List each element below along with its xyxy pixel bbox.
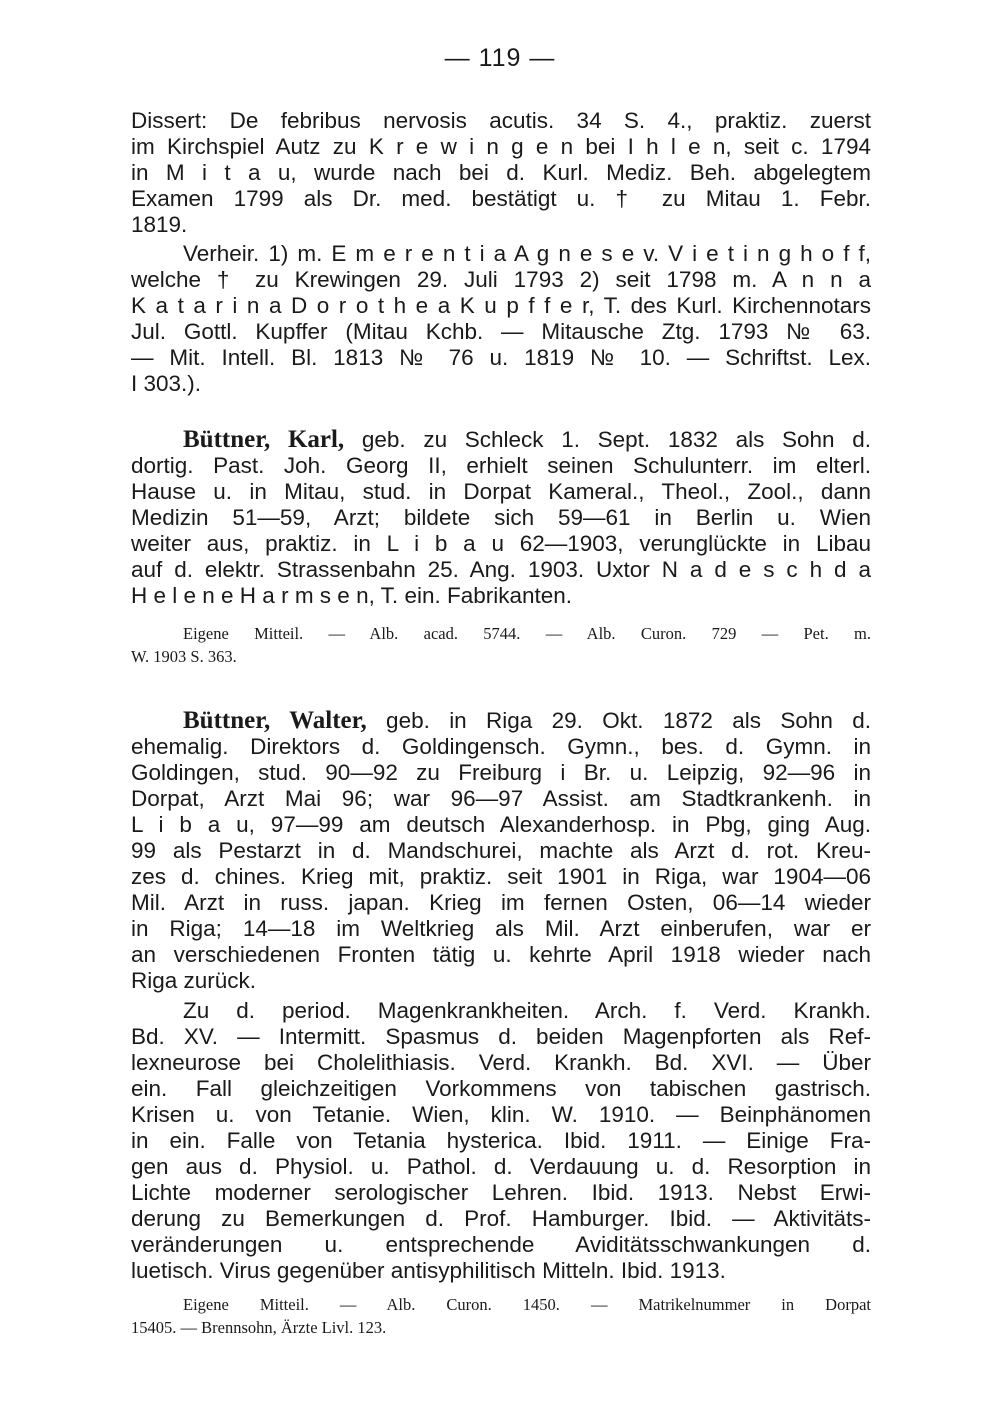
text-line: veränderungen u. entsprechende Aviditätsschwankungen d. — [131, 1232, 871, 1257]
text-line: 99 als Pestarzt in d. Mandschurei, machte als Arzt d. rot. Kreu- — [131, 838, 871, 863]
text-line: Dorpat, Arzt Mai 96; war 96—97 Assist. am Stadtkrankenh. in — [131, 786, 871, 811]
text-line: Jul. Gottl. Kupffer (Mitau Kchb. — Mitausche Ztg. 1793 № 63. — [131, 319, 871, 344]
text-line: Mil. Arzt in russ. japan. Krieg im fernen Osten, 06—14 wieder — [131, 890, 871, 915]
text-line: Lichte moderner serologischer Lehren. Ibid. 1913. Nebst Erwi- — [131, 1180, 871, 1205]
entry-name: Büttner, Walter, — [183, 707, 367, 734]
source-line: Eigene Mitteil. — Alb. Curon. 1450. — Matrikelnummer in Dorpat — [183, 1295, 871, 1314]
text-line: in M i t a u, wurde nach bei d. Kurl. Mediz. Beh. abgelegtem — [131, 160, 871, 185]
marriage-paragraph — [131, 241, 871, 397]
text-line: an verschiedenen Fronten tätig u. kehrte April 1918 wieder nach — [131, 942, 871, 967]
text-line: — Mit. Intell. Bl. 1813 № 76 u. 1819 № 10. — Schriftst. Lex. — [131, 345, 871, 370]
text-line: 1819. — [131, 212, 188, 237]
text-line: L i b a u, 97—99 am deutsch Alexanderhosp. in Pbg, ging Aug. — [131, 812, 871, 837]
text-line: Goldingen, stud. 90—92 zu Freiburg i Br. u. Leipzig, 92—96 in — [131, 760, 871, 785]
text-line: Riga zurück. — [131, 968, 257, 993]
entry-first-line: geb. zu Schleck 1. Sept. 1832 als Sohn d. — [344, 427, 871, 452]
text-line: Krisen u. von Tetanie. Wien, klin. W. 1910. — Beinphänomen — [131, 1102, 871, 1127]
text-line: in ein. Falle von Tetania hysterica. Ibid. 1911. — Einige Fra- — [131, 1128, 871, 1153]
text-line: lexneurose bei Cholelithiasis. Verd. Krankh. Bd. XVI. — Über — [131, 1050, 871, 1075]
text-line: Zu d. period. Magenkrankheiten. Arch. f. Verd. Krankh. — [183, 998, 871, 1023]
text-line: Medizin 51—59, Arzt; bildete sich 59—61 in Berlin u. Wien — [131, 505, 871, 530]
text-line: luetisch. Virus gegenüber antisyphilitisch Mitteln. Ibid. 1913. — [131, 1258, 726, 1283]
text-line: Verheir. 1) m. E m e r e n t i a A g n e s e v. V i e t i n g h o f f, — [183, 241, 871, 266]
page-number: — 119 — — [444, 44, 556, 72]
text-line: gen aus d. Physiol. u. Pathol. d. Verdauung u. d. Resorption in — [131, 1154, 871, 1179]
text-line: auf d. elektr. Strassenbahn 25. Ang. 1903. Uxtor N a d e s c h d a — [131, 557, 871, 582]
text-line: Dissert: De febribus nervosis acutis. 34 S. 4., praktiz. zuerst — [131, 108, 871, 133]
text-line: ein. Fall gleichzeitigen Vorkommens von tabischen gastrisch. — [131, 1076, 871, 1101]
text-line: welche † zu Krewingen 29. Juli 1793 2) seit 1798 m. A n n a — [131, 267, 871, 292]
text-line: I 303.). — [131, 371, 202, 396]
entry-walter-sources — [131, 1293, 871, 1339]
text-line: Hause u. in Mitau, stud. in Dorpat Kameral., Theol., Zool., dann — [131, 479, 871, 504]
entry-first-line: geb. in Riga 29. Okt. 1872 als Sohn d. — [366, 708, 872, 733]
text-line: in Riga; 14—18 im Weltkrieg als Mil. Arzt einberufen, war er — [131, 916, 871, 941]
source-line: 15405. — Brennsohn, Ärzte Livl. 123. — [131, 1318, 387, 1337]
entry-karl-sources — [131, 622, 871, 668]
text-line: Bd. XV. — Intermitt. Spasmus d. beiden Magenpforten als Ref- — [131, 1024, 871, 1049]
entry-buettner-walter — [131, 708, 871, 994]
text-line: Examen 1799 als Dr. med. bestätigt u. † zu Mitau 1. Febr. — [131, 186, 871, 211]
source-line: Eigene Mitteil. — Alb. acad. 5744. — Alb. Curon. 729 — Pet. m. — [183, 624, 871, 643]
text-line: weiter aus, praktiz. in L i b a u 62—1903, verunglückte in Libau — [131, 531, 871, 556]
text-line: im Kirchspiel Autz zu K r e w i n g e n bei I h l e n, seit c. 1794 — [131, 134, 871, 159]
text-line: dortig. Past. Joh. Georg II, erhielt seinen Schulunterr. im elterl. — [131, 453, 871, 478]
text-line: zes d. chines. Krieg mit, praktiz. seit 1901 in Riga, war 1904—06 — [131, 864, 871, 889]
entry-walter-works — [131, 998, 871, 1284]
text-line: K a t a r i n a D o r o t h e a K u p f f e r, T. des Kurl. Kirchennotars — [131, 293, 871, 318]
entry-heading-line — [131, 708, 871, 734]
source-line: W. 1903 S. 363. — [131, 647, 237, 666]
text-line: derung zu Bemerkungen d. Prof. Hamburger. Ibid. — Aktivitäts- — [131, 1206, 871, 1231]
entry-name: Büttner, Karl, — [183, 426, 345, 453]
entry-heading-line — [131, 427, 871, 453]
entry-intro-paragraph — [131, 108, 871, 238]
entry-buettner-karl — [131, 427, 871, 609]
text-line: H e l e n e H a r m s e n, T. ein. Fabrikanten. — [131, 583, 573, 608]
text-line: ehemalig. Direktors d. Goldingensch. Gymn., bes. d. Gymn. in — [131, 734, 871, 759]
